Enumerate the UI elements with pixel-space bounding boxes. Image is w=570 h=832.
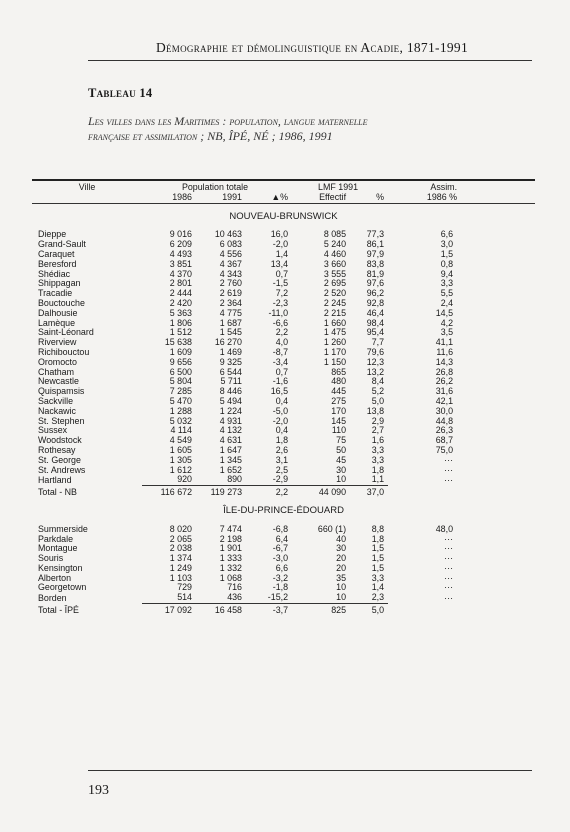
cell-ville: Rothesay: [38, 444, 76, 455]
table-row: [32, 475, 535, 485]
cell-delta-pct: 16,0: [270, 229, 289, 240]
cell-lmf-effectif: 45: [336, 454, 347, 465]
cell-lmf-effectif: 110: [331, 425, 347, 436]
cell-ville: Total - ÎPÉ: [38, 604, 79, 615]
cell-pop-1986: 5 032: [169, 415, 192, 426]
cell-lmf-effectif: 145: [331, 415, 347, 426]
cell-pop-1991: 4 132: [219, 425, 242, 436]
cell-lmf-effectif: 865: [331, 366, 347, 377]
col-header-ville: Ville: [78, 182, 96, 192]
cell-assim-1986: 31,6: [435, 386, 454, 397]
cell-lmf-pct: 5,0: [346, 604, 388, 616]
cell-delta-pct: -2,9: [272, 474, 289, 485]
cell-pop-1991: 2 364: [219, 297, 242, 308]
header-rule: [88, 60, 532, 61]
cell-assim-1986: 3,0: [440, 239, 454, 250]
cell-delta-pct: -6,7: [272, 543, 289, 554]
cell-delta-pct: -3,0: [272, 553, 289, 564]
col-header-lmf: LMF 1991: [318, 182, 359, 192]
cell-assim-1986: 26,3: [435, 425, 454, 436]
cell-assim-1986: 14,3: [435, 356, 454, 367]
cell-ville: Dieppe: [38, 229, 67, 240]
cell-lmf-effectif: 10: [336, 582, 347, 593]
cell-assim-1986: ···: [444, 533, 454, 544]
cell-pop-1991: 6 083: [219, 239, 242, 250]
col-header-population: Population totale: [181, 182, 249, 192]
total-row: [32, 486, 535, 498]
cell-pop-1986: 6 209: [169, 239, 192, 250]
cell-pop-1986: 4 114: [170, 425, 192, 436]
cell-lmf-effectif: 2 215: [323, 307, 347, 318]
cell-lmf-effectif: 2 520: [323, 288, 347, 299]
cell-lmf-effectif: 2 695: [323, 278, 347, 289]
cell-pop-1991: 1 647: [219, 444, 242, 455]
cell-lmf-effectif: 20: [336, 553, 347, 564]
cell-assim-1986: 26,8: [435, 366, 454, 377]
cell-lmf-effectif: 1 170: [323, 346, 347, 357]
cell-ville: Bouctouche: [38, 297, 85, 308]
cell-lmf-pct: 1,8: [371, 464, 385, 475]
cell-delta-pct: 16,5: [270, 386, 289, 397]
cell-lmf-pct: 77,3: [366, 229, 385, 240]
table-top-rule: [32, 179, 535, 181]
cell-lmf-pct: 13,8: [366, 405, 385, 416]
cell-lmf-effectif: 275: [331, 395, 347, 406]
cell-delta-pct: -3,2: [272, 572, 289, 583]
cell-lmf-pct: 1,4: [371, 582, 385, 593]
cell-pop-1986: 1 609: [169, 346, 192, 357]
cell-lmf-effectif: 20: [336, 562, 347, 573]
cell-delta-pct: -2,3: [272, 297, 289, 308]
cell-ville: Newcastle: [38, 376, 79, 387]
cell-assim-1986: 0,8: [440, 258, 454, 269]
cell-assim-1986: 48,0: [435, 523, 454, 534]
cell-delta-pct: -1,6: [272, 376, 289, 387]
cell-delta-pct: 6,4: [275, 533, 289, 544]
cell-ville: Dalhousie: [38, 307, 78, 318]
cell-ville: Kensington: [38, 562, 83, 573]
cell-lmf-pct: 1,5: [371, 562, 385, 573]
cell-pop-1986: 3 851: [169, 258, 192, 269]
cell-lmf-pct: 1,6: [371, 435, 385, 446]
cell-ville: Chatham: [38, 366, 75, 377]
cell-delta-pct: -11,0: [268, 307, 289, 318]
cell-pop-1986: 1 612: [169, 464, 192, 475]
cell-lmf-pct: 2,7: [371, 425, 385, 436]
cell-assim-1986: 42,1: [435, 395, 454, 406]
cell-lmf-pct: 1,8: [371, 533, 385, 544]
cell-pop-1986: 729: [177, 582, 192, 593]
cell-lmf-effectif: 75: [336, 435, 347, 446]
cell-pop-1991: 6 544: [219, 366, 242, 377]
cell-lmf-pct: 7,7: [371, 337, 385, 348]
cell-pop-1986: 9 656: [169, 356, 192, 367]
cell-delta-pct: -2,0: [272, 239, 289, 250]
cell-pop-1986: 1 512: [169, 327, 192, 338]
cell-pop-1986: 1 249: [169, 562, 192, 573]
cell-lmf-pct: 46,4: [366, 307, 385, 318]
cell-lmf-effectif: 35: [336, 572, 347, 583]
cell-ville: Woodstock: [38, 435, 82, 446]
cell-pop-1991: 1 687: [219, 317, 242, 328]
cell-pop-1986: 2 420: [169, 297, 192, 308]
cell-pop-1991: 16 270: [214, 337, 242, 348]
cell-pop-1991: 10 463: [214, 229, 242, 240]
cell-assim-1986: 44,8: [435, 415, 454, 426]
cell-pop-1991: 716: [227, 582, 242, 593]
cell-ville: Shippagan: [38, 278, 81, 289]
cell-ville: Saint-Léonard: [38, 327, 94, 338]
cell-assim-1986: ···: [444, 592, 454, 603]
running-head: Démographie et démolinguistique en Acadie, 1871-1991: [155, 40, 469, 55]
cell-delta-pct: -15,2: [267, 592, 289, 603]
cell-pop-1986: 6 500: [169, 366, 192, 377]
col-header-assim: Assim.: [430, 182, 458, 192]
col-header-1991: 1991: [222, 191, 242, 202]
cell-pop-1986: 116 672: [142, 486, 192, 498]
cell-delta-pct: 6,6: [275, 562, 289, 573]
cell-lmf-effectif: 3 555: [323, 268, 347, 279]
cell-delta-pct: -5,0: [272, 405, 289, 416]
cell-pop-1991: 7 474: [219, 523, 242, 534]
cell-lmf-effectif: 3 660: [323, 258, 347, 269]
cell-pop-1986: 2 065: [169, 533, 192, 544]
cell-pop-1991: 2 619: [219, 288, 242, 299]
cell-pop-1986: 4 549: [169, 435, 192, 446]
cell-lmf-pct: 3,3: [371, 444, 385, 455]
cell-assim-1986: ···: [444, 464, 454, 475]
cell-lmf-effectif: 44 090: [288, 486, 346, 498]
cell-lmf-effectif: 1 660: [323, 317, 347, 328]
cell-delta-pct: 13,4: [270, 258, 289, 269]
cell-lmf-pct: 1,5: [371, 543, 385, 554]
cell-assim-1986: 3,3: [440, 278, 454, 289]
cell-pop-1986: 514: [177, 592, 192, 603]
cell-ville: Grand-Sault: [38, 239, 86, 250]
cell-assim-1986: 3,5: [440, 327, 454, 338]
cell-ville: St. George: [38, 454, 81, 465]
cell-delta-pct: -1,5: [272, 278, 289, 289]
col-header-1986: 1986: [172, 191, 192, 202]
cell-ville: Oromocto: [38, 356, 77, 367]
cell-pop-1986: 2 038: [169, 543, 192, 554]
cell-lmf-pct: 5,2: [371, 386, 385, 397]
cell-ville: Nackawic: [38, 405, 76, 416]
cell-ville: Parkdale: [38, 533, 74, 544]
cell-pop-1986: 8 020: [169, 523, 192, 534]
cell-pop-1986: 5 363: [169, 307, 192, 318]
header-row-2: [32, 193, 535, 203]
cell-lmf-effectif: 5 240: [323, 239, 347, 250]
cell-lmf-effectif: 30: [336, 543, 347, 554]
cell-delta-pct: 1,8: [275, 435, 289, 446]
cell-delta-pct: 0,4: [275, 425, 289, 436]
cell-pop-1986: 9 016: [169, 229, 192, 240]
cell-assim-1986: 14,5: [435, 307, 454, 318]
cell-assim-1986: 1,5: [440, 248, 454, 259]
cell-ville: Beresford: [38, 258, 77, 269]
col-header-pct: %: [376, 191, 385, 202]
cell-assim-1986: 11,6: [436, 346, 454, 357]
cell-lmf-pct: 79,6: [366, 346, 385, 357]
cell-pop-1986: 1 605: [169, 444, 192, 455]
cell-lmf-effectif: 2 245: [323, 297, 347, 308]
cell-assim-1986: ···: [444, 474, 454, 485]
cell-delta-pct: -3,4: [272, 356, 289, 367]
cell-delta-pct: 2,5: [275, 464, 289, 475]
cell-pop-1991: 2 198: [219, 533, 242, 544]
cell-pop-1986: 1 305: [169, 454, 192, 465]
cell-pop-1991: 1 901: [219, 543, 242, 554]
cell-assim-1986: ···: [444, 582, 454, 593]
section-heading: ÎLE-DU-PRINCE-ÉDOUARD: [223, 504, 344, 516]
cell-ville: Montague: [38, 543, 78, 554]
cell-assim-1986: ···: [444, 562, 454, 573]
cell-pop-1991: 1 652: [219, 464, 242, 475]
cell-lmf-effectif: 40: [336, 533, 347, 544]
cell-assim-1986: [388, 486, 457, 498]
cell-lmf-effectif: 8 085: [323, 229, 347, 240]
cell-lmf-pct: 81,9: [366, 268, 385, 279]
cell-lmf-effectif: 825: [288, 604, 346, 616]
cell-delta-pct: 1,4: [275, 248, 289, 259]
cell-pop-1991: 8 446: [219, 386, 242, 397]
cell-delta-pct: 2,2: [275, 327, 289, 338]
cell-pop-1986: 5 470: [169, 395, 192, 406]
cell-lmf-pct: 86,1: [366, 239, 385, 250]
cell-lmf-pct: 83,8: [366, 258, 385, 269]
cell-assim-1986: 75,0: [435, 444, 454, 455]
cell-pop-1991: 4 931: [219, 415, 242, 426]
cell-assim-1986: 9,4: [440, 268, 454, 279]
cell-assim-1986: 30,0: [435, 405, 454, 416]
cell-ville: Lamèque: [38, 317, 76, 328]
cell-pop-1991: 1 068: [219, 572, 242, 583]
cell-pop-1986: 7 285: [169, 386, 192, 397]
cell-pop-1986: 5 804: [169, 376, 192, 387]
cell-ville: Richibouctou: [38, 346, 90, 357]
cell-lmf-pct: 97,6: [366, 278, 385, 289]
cell-ville: Quispamsis: [38, 386, 85, 397]
caption-line-1: Les villes dans les Maritimes : population, langue maternelle: [88, 114, 368, 128]
cell-lmf-pct: 8,4: [371, 376, 385, 387]
cell-assim-1986: 26,2: [435, 376, 454, 387]
cell-pop-1991: 4 775: [219, 307, 242, 318]
cell-delta-pct: 2,6: [275, 444, 289, 455]
cell-lmf-pct: 5,0: [371, 395, 385, 406]
col-header-assim-1986: 1986 %: [426, 191, 458, 202]
table-caption: [88, 114, 528, 144]
cell-lmf-pct: 1,5: [371, 553, 385, 564]
cell-delta-pct: -6,6: [272, 317, 289, 328]
cell-pop-1986: 1 806: [169, 317, 192, 328]
cell-ville: Riverview: [38, 337, 77, 348]
cell-delta-pct: 0,4: [275, 395, 289, 406]
cell-delta-pct: -2,0: [272, 415, 289, 426]
cell-ville: Shédiac: [38, 268, 71, 279]
cell-assim-1986: 2,4: [440, 297, 454, 308]
cell-assim-1986: 41,1: [435, 337, 454, 348]
cell-pop-1991: 119 273: [192, 486, 242, 498]
cell-lmf-effectif: 4 460: [323, 248, 347, 259]
cell-delta-pct: -8,7: [272, 346, 289, 357]
cell-ville: Hartland: [38, 474, 72, 485]
cell-delta-pct: 0,7: [275, 366, 289, 377]
cell-assim-1986: ···: [444, 572, 454, 583]
cell-ville: Sackville: [38, 395, 74, 406]
cell-ville: Sussex: [38, 425, 68, 436]
cell-pop-1991: 2 760: [219, 278, 242, 289]
cell-pop-1986: 920: [177, 474, 192, 485]
cell-ville: St. Andrews: [38, 464, 86, 475]
cell-delta-pct: 7,2: [275, 288, 289, 299]
cell-pop-1991: 4 367: [219, 258, 242, 269]
cell-pop-1991: 890: [227, 474, 242, 485]
cell-pop-1986: 15 638: [164, 337, 192, 348]
cell-pop-1986: 2 801: [169, 278, 192, 289]
cell-pop-1991: 1 332: [219, 562, 242, 573]
cell-delta-pct: -3,7: [242, 604, 288, 616]
cell-ville: Alberton: [38, 572, 72, 583]
cell-ville: St. Stephen: [38, 415, 85, 426]
footer-rule: [88, 770, 532, 771]
cell-pop-1991: 4 631: [219, 435, 242, 446]
cell-lmf-effectif: 480: [331, 376, 347, 387]
cell-lmf-effectif: 10: [336, 592, 347, 603]
section-heading: NOUVEAU-BRUNSWICK: [229, 210, 338, 222]
cell-lmf-pct: 3,3: [371, 454, 385, 465]
cell-lmf-pct: 37,0: [346, 486, 388, 498]
cell-assim-1986: ···: [444, 553, 454, 564]
cell-ville: Summerside: [38, 523, 88, 534]
cell-delta-pct: 4,0: [275, 337, 289, 348]
cell-delta-pct: -6,8: [272, 523, 289, 534]
cell-delta-pct: -1,8: [272, 582, 289, 593]
caption-line-2: française et assimilation ; NB, ÎPÉ, NÉ ; 1986, 1991: [88, 129, 333, 143]
cell-pop-1991: 436: [227, 592, 242, 603]
cell-pop-1991: 4 556: [219, 248, 242, 259]
section-heading-row: [32, 204, 535, 231]
cell-lmf-pct: 95,4: [366, 327, 385, 338]
cell-pop-1986: 17 092: [142, 604, 192, 616]
cell-lmf-pct: 92,8: [366, 297, 385, 308]
table-label: Tableau 14: [88, 86, 153, 100]
cell-lmf-pct: 2,9: [371, 415, 385, 426]
data-table: [32, 183, 535, 616]
cell-delta-pct: 3,1: [275, 454, 289, 465]
section-heading-row: [32, 498, 535, 525]
total-row: [32, 604, 535, 616]
cell-lmf-effectif: 1 260: [323, 337, 347, 348]
cell-ville: Souris: [38, 553, 64, 564]
cell-assim-1986: 6,6: [440, 229, 454, 240]
cell-pop-1991: 1 224: [219, 405, 242, 416]
cell-pop-1986: 4 370: [169, 268, 192, 279]
cell-pop-1986: 1 374: [169, 553, 192, 564]
cell-lmf-effectif: 1 475: [323, 327, 347, 338]
cell-ville: Borden: [38, 592, 67, 603]
cell-ville: Total - NB: [38, 486, 77, 497]
cell-assim-1986: ···: [444, 543, 454, 554]
col-header-effectif: Effectif: [319, 191, 347, 202]
col-header-delta: ▲%: [271, 191, 289, 202]
cell-pop-1991: 16 458: [192, 604, 242, 616]
cell-lmf-pct: 96,2: [366, 288, 385, 299]
cell-pop-1991: 1 333: [219, 553, 242, 564]
cell-lmf-pct: 2,3: [371, 592, 385, 603]
cell-assim-1986: [388, 604, 457, 616]
cell-lmf-effectif: 445: [331, 386, 347, 397]
cell-lmf-effectif: 10: [336, 474, 347, 485]
cell-assim-1986: 68,7: [435, 435, 454, 446]
cell-lmf-effectif: 50: [336, 444, 347, 455]
cell-ville: Tracadie: [38, 288, 73, 299]
cell-pop-1991: 5 711: [220, 376, 242, 387]
page-number: 193: [88, 783, 109, 798]
cell-lmf-pct: 3,3: [371, 572, 385, 583]
cell-pop-1991: 1 545: [219, 327, 242, 338]
cell-pop-1991: 1 345: [219, 454, 242, 465]
cell-pop-1991: 4 343: [219, 268, 242, 279]
cell-pop-1986: 4 493: [169, 248, 192, 259]
cell-lmf-effectif: 660 (1): [317, 523, 347, 534]
cell-delta-pct: 2,2: [242, 486, 288, 498]
table-row: [32, 593, 535, 603]
cell-lmf-effectif: 1 150: [323, 356, 347, 367]
cell-pop-1986: 1 288: [169, 405, 192, 416]
cell-delta-pct: 0,7: [275, 268, 289, 279]
cell-lmf-pct: 8,8: [371, 523, 385, 534]
cell-pop-1991: 5 494: [219, 395, 242, 406]
cell-lmf-effectif: 30: [336, 464, 347, 475]
cell-lmf-effectif: 170: [331, 405, 347, 416]
cell-lmf-pct: 1,1: [371, 474, 385, 485]
cell-lmf-pct: 97,9: [366, 248, 385, 259]
cell-assim-1986: 5,5: [440, 288, 454, 299]
cell-pop-1991: 9 325: [219, 356, 242, 367]
cell-lmf-pct: 13,2: [366, 366, 385, 377]
cell-assim-1986: ···: [444, 454, 454, 465]
cell-pop-1986: 2 444: [169, 288, 192, 299]
cell-pop-1991: 1 469: [219, 346, 242, 357]
cell-lmf-pct: 12,3: [366, 356, 385, 367]
cell-ville: Caraquet: [38, 248, 75, 259]
cell-ville: Georgetown: [38, 582, 87, 593]
cell-pop-1986: 1 103: [169, 572, 192, 583]
cell-assim-1986: 4,2: [440, 317, 454, 328]
cell-lmf-pct: 98,4: [366, 317, 385, 328]
